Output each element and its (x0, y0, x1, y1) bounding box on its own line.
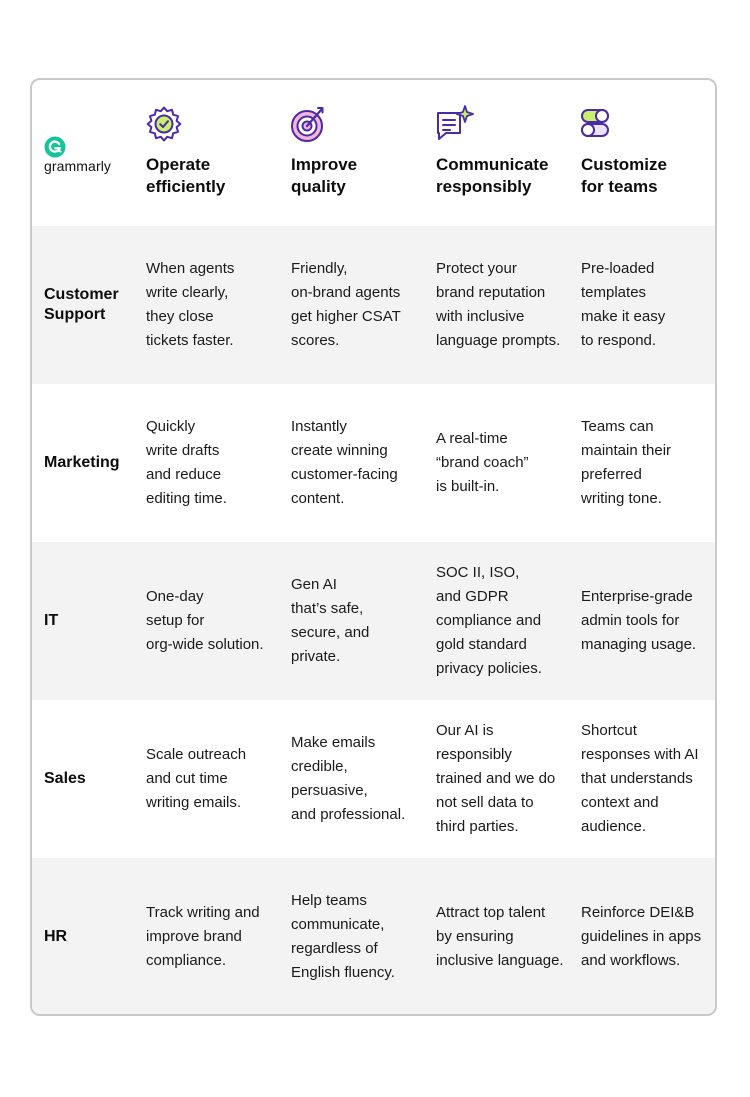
row-label: HR (44, 928, 68, 945)
column-title: Communicate responsibly (436, 155, 549, 196)
table-row-sales (32, 700, 715, 858)
grammarly-logo-icon (44, 136, 66, 158)
grammarly-wordmark: grammarly (44, 158, 112, 174)
table-cell: Help teams communicate, regardless of English fluency. (291, 892, 395, 981)
table-cell: When agents write clearly, they close tickets faster. (146, 260, 235, 349)
column-header-communicate (436, 104, 576, 198)
column-title: Customize for teams (581, 155, 667, 196)
table-cell: Pre-loaded templates make it easy to respond. (581, 260, 666, 349)
table-row-hr (32, 858, 715, 1016)
table-cell: Our AI is responsibly trained and we do not sell data to third parties. (436, 722, 556, 835)
table-row-customer-support (32, 226, 715, 384)
table-cell: Scale outreach and cut time writing emails. (146, 746, 247, 811)
table-cell: Make emails credible, persuasive, and professional. (291, 734, 406, 823)
row-label: Sales (44, 770, 86, 787)
table-cell: Teams can maintain their preferred writing tone. (581, 418, 672, 507)
column-header-operate (146, 104, 286, 198)
table-cell: Quickly write drafts and reduce editing time. (146, 418, 227, 507)
table-row-it (32, 542, 715, 700)
table-cell: Enterprise-grade admin tools for managing usage. (581, 588, 697, 653)
table-cell: Protect your brand reputation with inclusive language prompts. (436, 260, 561, 349)
row-label: IT (44, 612, 59, 629)
table-cell: One-day setup for org-wide solution. (146, 588, 264, 653)
table-cell: Friendly, on-brand agents get higher CSAT scores. (291, 260, 401, 349)
grammarly-logo (44, 136, 111, 175)
column-header-customize (581, 104, 717, 198)
table-cell: Shortcut responses with AI that understands context and audience. (581, 722, 699, 835)
table-cell: A real-time “brand coach” is built-in. (436, 430, 529, 495)
column-header-improve (291, 104, 431, 198)
toggle-switches-icon (579, 104, 619, 144)
table-cell: Gen AI that’s safe, secure, and private. (291, 576, 370, 665)
target-icon (289, 104, 329, 144)
chat-sparkle-icon (434, 104, 474, 144)
column-title: Improve quality (291, 155, 358, 196)
table-cell: Track writing and improve brand compliance. (146, 904, 260, 969)
column-title: Operate efficiently (146, 155, 226, 196)
table-header-row (32, 80, 715, 226)
table-cell: Attract top talent by ensuring inclusive language. (436, 904, 564, 969)
table-cell: Instantly create winning customer-facing content. (291, 418, 398, 507)
table-cell: Reinforce DEI&B guidelines in apps and workflows. (581, 904, 702, 969)
comparison-table (30, 78, 717, 1016)
row-label: Marketing (44, 454, 120, 471)
row-label: Customer Support (44, 286, 119, 323)
table-row-marketing (32, 384, 715, 542)
table-cell: SOC II, ISO, and GDPR compliance and gold standard privacy policies. (436, 564, 542, 677)
gear-check-icon (144, 104, 184, 144)
